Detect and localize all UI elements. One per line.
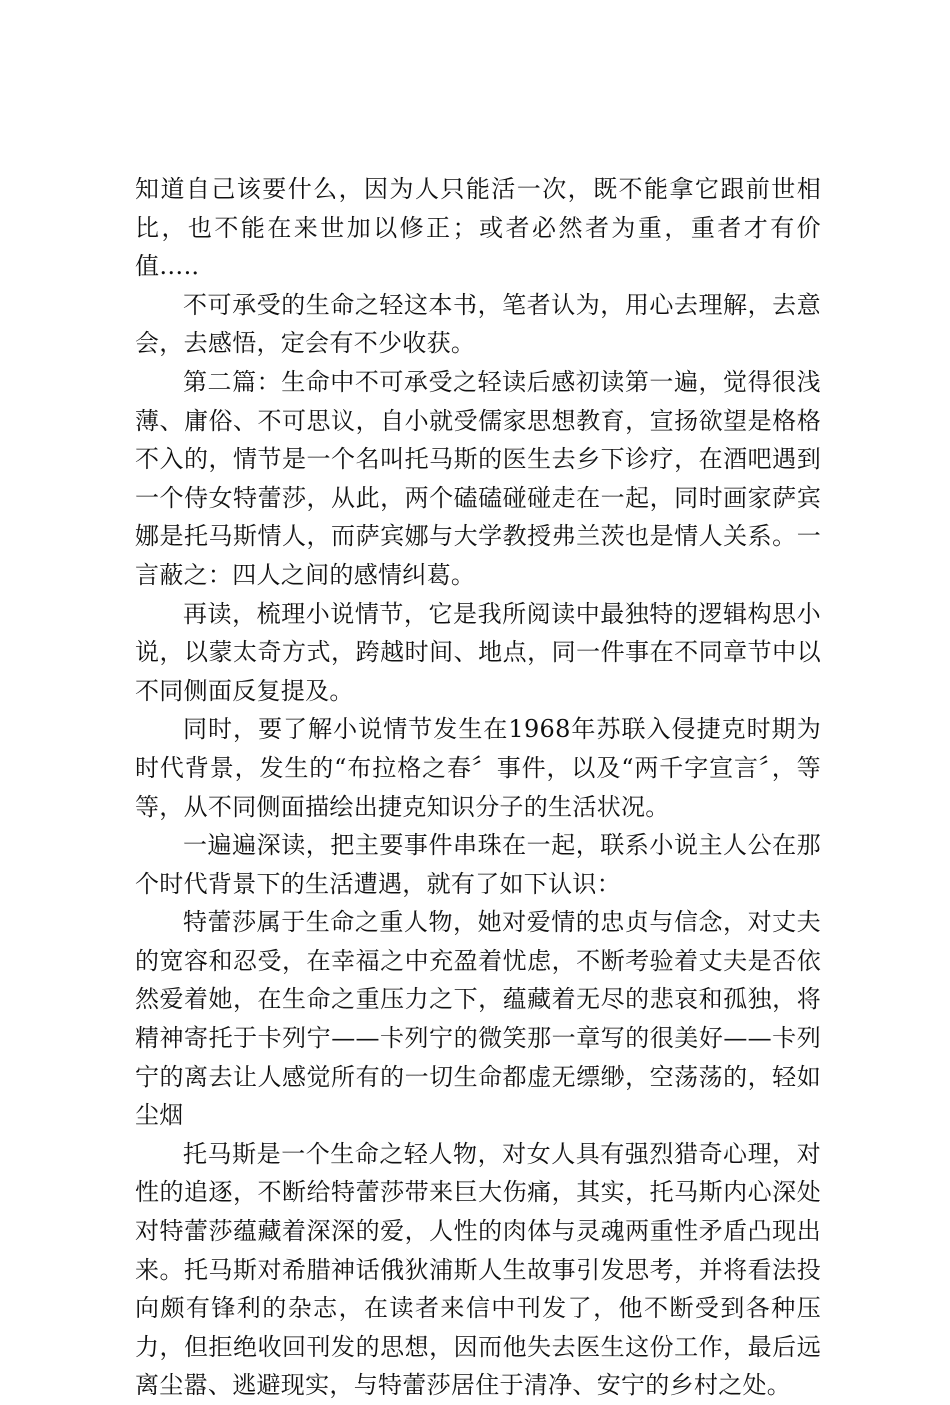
paragraph: 托马斯是一个生命之轻人物，对女人具有强烈猎奇心理，对性的追逐，不断给特蕾莎带来巨大伤痛，其实，托马斯内心深处对特蕾莎蕴藏着深深的爱，人性的肉体与灵魂两重性矛盾凸现出来。托马斯对希腊神话俄狄浦斯人生故事引发思考，并将看法投向颇有锋利的杂志，在读者来信中刊发了，他不断受到各种压力，但拒绝收回刊发的思想，因而他失去医生这份工作，最后远离尘嚣、逃避现实，与特蕾莎居住于清净、安宁的乡村之处。 xyxy=(135,1139,821,1400)
paragraph: 不可承受的生命之轻这本书，笔者认为，用心去理解，去意会，去感悟，定会有不少收获。 xyxy=(135,290,821,358)
paragraph: 第二篇：生命中不可承受之轻读后感初读第一遍，觉得很浅薄、庸俗、不可思议，自小就受儒家思想教育，宣扬欲望是格格不入的，情节是一个名叫托马斯的医生去乡下诊疗，在酒吧遇到一个侍女特蕾莎，从此，两个磕磕碰碰走在一起，同时画家萨宾娜是托马斯情人，而萨宾娜与大学教授弗兰茨也是情人关系。一言蔽之：四人之间的感情纠葛。 xyxy=(135,367,821,589)
paragraph-continuation: 知道自己该要什么，因为人只能活一次，既不能拿它跟前世相比，也不能在来世加以修正；或者必然者为重，重者才有价值….． xyxy=(135,175,821,281)
paragraph: 同时，要了解小说情节发生在1968年苏联入侵捷克时期为时代背景，发生的“布拉格之春〞事件，以及“两千字宣言〞，等等，从不同侧面描绘出捷克知识分子的生活状况。 xyxy=(135,715,821,821)
paragraph: 一遍遍深读，把主要事件串珠在一起，联系小说主人公在那个时代背景下的生活遭遇，就有了如下认识： xyxy=(135,831,821,898)
paragraph: 再读，梳理小说情节，它是我所阅读中最独特的逻辑构思小说，以蒙太奇方式，跨越时间、地点，同一件事在不同章节中以不同侧面反复提及。 xyxy=(135,599,821,705)
document-body xyxy=(135,170,821,1405)
paragraph: 特蕾莎属于生命之重人物，她对爱情的忠贞与信念，对丈夫的宽容和忍受，在幸福之中充盈着忧虑，不断考验着丈夫是否依然爱着她，在生命之重压力之下，蕴藏着无尽的悲哀和孤独，将精神寄托于卡列宁——卡列宁的微笑那一章写的很美好——卡列宁的离去让人感觉所有的一切生命都虚无缥缈，空荡荡的，轻如尘烟 xyxy=(135,908,821,1130)
